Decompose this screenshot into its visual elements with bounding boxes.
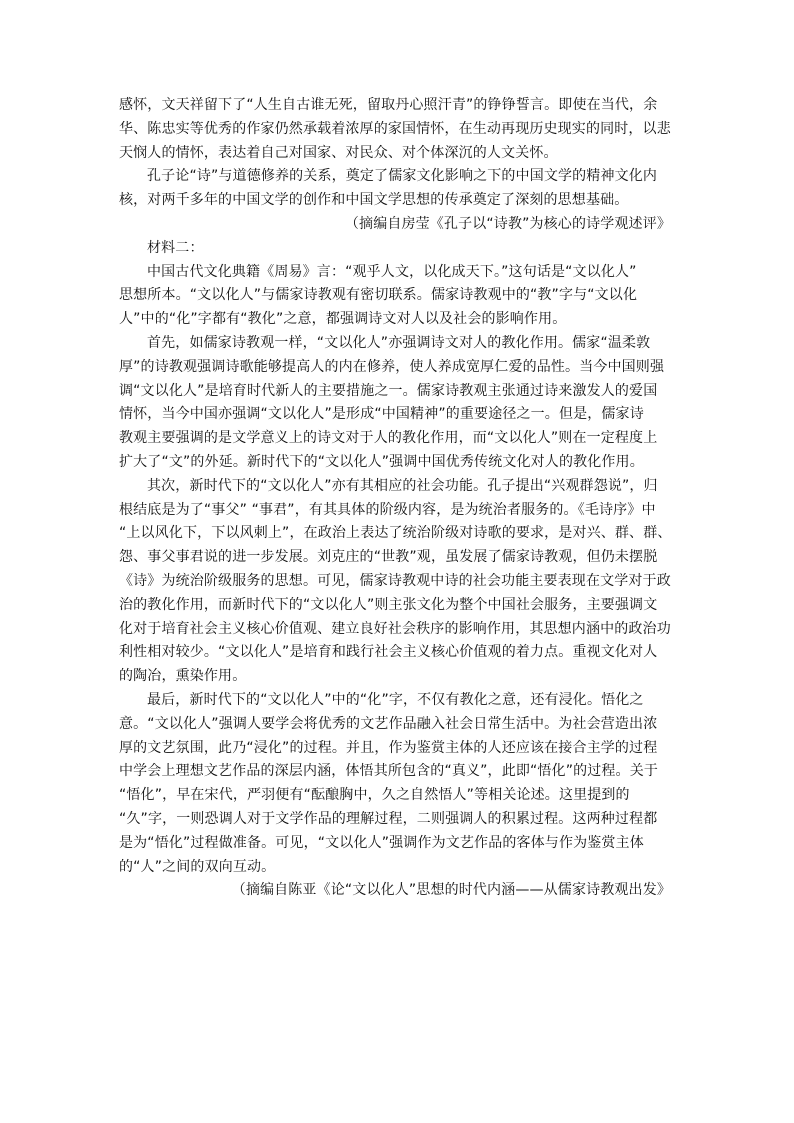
paragraph-line: 孔子论“诗”与道德修养的关系，奠定了儒家文化影响之下的中国文学的精神文化内 (147, 168, 658, 185)
paragraph-line: 中学会上理想文艺作品的深层内涵，体悟其所包含的“真义”，此即“悟化”的过程。关于 (119, 763, 659, 780)
paragraph-line: 意。“文以化人”强调人要学会将优秀的文艺作品融入社会日常生活中。为社会营造出浓 (119, 715, 658, 732)
paragraph-line: 华、陈忠实等优秀的作家仍然承载着浓厚的家国情怀，在生动再现历史现实的同时，以悲 (119, 120, 671, 137)
paragraph-line: 核，对两千多年的中国文学的创作和中国文学思想的传承奠定了深刻的思想基础。 (119, 192, 629, 209)
paragraph-line: 利性相对较少。“文以化人”是培育和践行社会主义核心价值观的着力点。重视文化对人 (119, 644, 658, 661)
paragraph-line: 首先，如儒家诗教观一样，“文以化人”亦强调诗文对人的教化作用。儒家“温柔敦 (147, 334, 651, 351)
paragraph-line: 厚”的诗教观强调诗歌能够提高人的内在修养，使人养成宽厚仁爱的品性。当今中国则强 (119, 358, 665, 375)
paragraph-line: 思想所本。“文以化人”与儒家诗教观有密切联系。儒家诗教观中的“教”字与“文以化 (119, 287, 638, 304)
paragraph-line: 根结底是为了“事父” “事君”，有其具体的阶级内容，是为统治者服务的。《毛诗序》中 (119, 501, 656, 518)
paragraph-line: 最后，新时代下的“文以化人”中的“化”字，不仅有教化之意，还有浸化。悟化之 (147, 691, 644, 708)
document-body (119, 94, 671, 903)
paragraph-line: 天悯人的情怀，表达着自己对国家、对民众、对个体深沉的人文关怀。 (119, 144, 558, 161)
paragraph-line: 怨、事父事君说的进一步发展。刘克庄的“世教”观，虽发展了儒家诗教观，但仍未摆脱 (119, 549, 658, 566)
paragraph-line: 感怀，文天祥留下了“人生自古谁无死，留取丹心照汗青”的铮铮誓言。即使在当代，余 (119, 97, 658, 113)
paragraph-line: 情怀，当今中国亦强调“文以化人”是形成“中国精神”的重要途径之一。但是，儒家诗 (119, 406, 644, 423)
paragraph-line: 的陶冶，熏染作用。 (119, 668, 247, 685)
paragraph-line: “上以风化下，下以风刺上”，在政治上表达了统治阶级对诗歌的要求，是对兴、群、群、 (119, 525, 672, 542)
paragraph-line: 教观主要强调的是文学意义上的诗文对于人的教化作用，而“文以化人”则在一定程度上 (119, 430, 658, 447)
paragraph-line: 是为“悟化”过程做准备。可见，“文以化人”强调作为文艺作品的客体与作为鉴赏主体 (119, 834, 644, 851)
paragraph-line: 扩大了“文”的外延。新时代下的“文以化人”强调中国优秀传统文化对人的教化作用。 (119, 453, 644, 470)
paragraph-line: 化对于培育社会主义核心价值观、建立良好社会秩序的影响作用，其思想内涵中的政治功 (119, 620, 671, 637)
paragraph-line: 调“文以化人”是培育时代新人的主要措施之一。儒家诗教观主张通过诗来激发人的爱国 (119, 382, 658, 399)
paragraph-line: 《诗》为统治阶级服务的思想。可见，儒家诗教观中诗的社会功能主要表现在文学对于政 (119, 572, 671, 589)
citation-line: （摘编自陈亚《论“文以化人”思想的时代内涵——从儒家诗教观出发》 (231, 882, 671, 899)
paragraph-line: “悟化”，早在宋代，严羽便有“酝酿胸中，久之自然悟人”等相关论述。这里提到的 (119, 787, 630, 804)
paragraph-line: 的“人”之间的双向互动。 (119, 858, 276, 875)
paragraph-line: 人”中的“化”字都有“教化”之意，都强调诗文对人以及社会的影响作用。 (119, 311, 567, 328)
paragraph-line: 厚的文艺氛围，此乃“浸化”的过程。并且，作为鉴赏主体的人还应该在接合主学的过程 (119, 739, 658, 756)
paragraph-line: 治的教化作用，而新时代下的“文以化人”则主张文化为整个中国社会服务，主要强调文 (119, 596, 658, 613)
paragraph-line: 其次，新时代下的“文以化人”亦有其相应的社会功能。孔子提出“兴观群怨说”，归 (147, 477, 658, 494)
section-heading: 材料二： (147, 239, 204, 256)
paragraph-line: “久”字，一则恐调人对于文学作品的理解过程，二则强调人的积累过程。这两种过程都 (119, 810, 658, 827)
citation-line: （摘编自房莹《孔子以“诗教”为核心的诗学观述评》 (344, 215, 671, 232)
paragraph-line: 中国古代文化典籍《周易》言：“观乎人文，以化成天下。”这句话是“文以化人” (147, 263, 637, 280)
